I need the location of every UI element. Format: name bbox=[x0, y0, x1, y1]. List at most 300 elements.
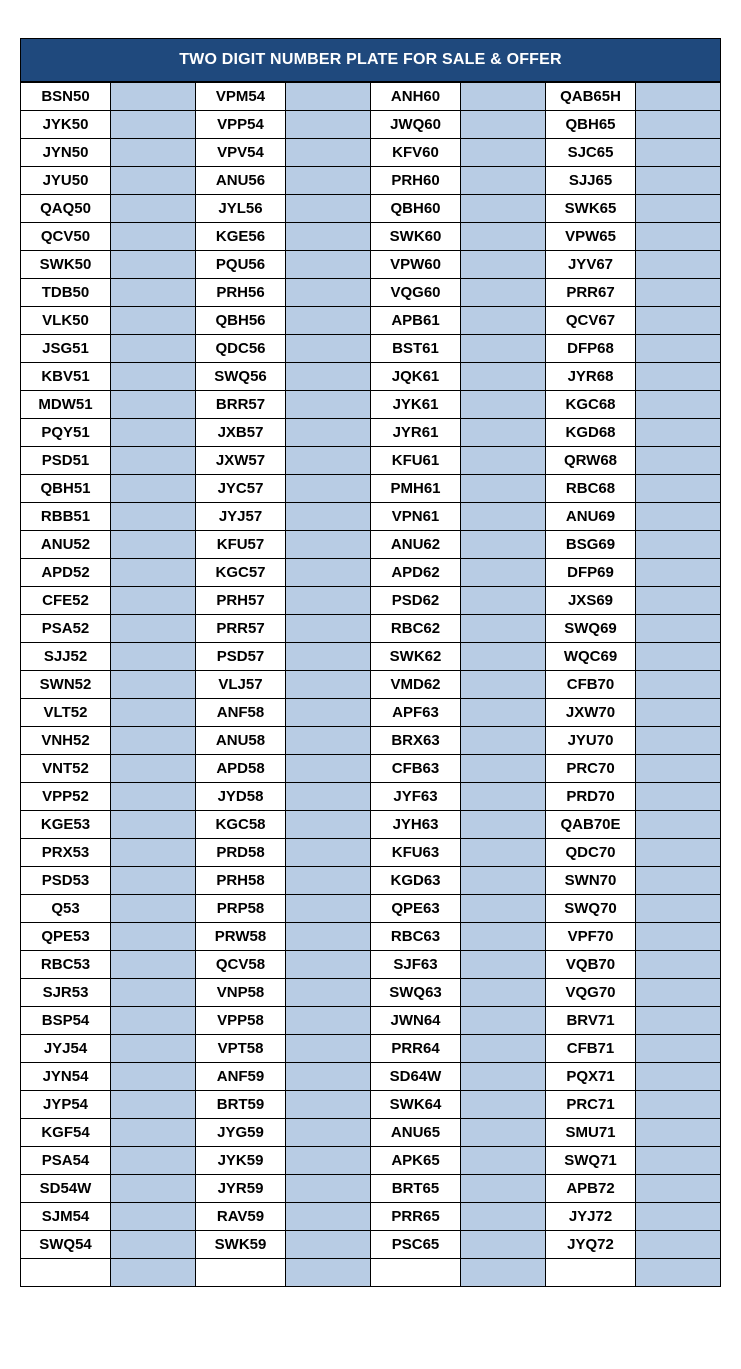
plate-number-cell: ANH60 bbox=[371, 83, 461, 111]
price-cell bbox=[461, 587, 546, 615]
table-row bbox=[21, 335, 721, 363]
plate-number-cell: SJR53 bbox=[21, 979, 111, 1007]
price-cell bbox=[461, 811, 546, 839]
price-cell bbox=[286, 391, 371, 419]
plate-number-cell: JXB57 bbox=[196, 419, 286, 447]
price-cell bbox=[636, 139, 721, 167]
table-row bbox=[21, 951, 721, 979]
plate-number-cell: QBH65 bbox=[546, 111, 636, 139]
plate-number-cell: KGE53 bbox=[21, 811, 111, 839]
plate-number-cell: JXW70 bbox=[546, 699, 636, 727]
plate-number-cell: QPE63 bbox=[371, 895, 461, 923]
price-cell bbox=[461, 419, 546, 447]
plate-number-cell: MDW51 bbox=[21, 391, 111, 419]
price-cell bbox=[461, 335, 546, 363]
plate-number-cell: QAB70E bbox=[546, 811, 636, 839]
price-cell bbox=[286, 923, 371, 951]
price-cell bbox=[461, 727, 546, 755]
price-cell bbox=[286, 139, 371, 167]
plate-number-cell: JYN50 bbox=[21, 139, 111, 167]
price-cell bbox=[461, 1007, 546, 1035]
table-row bbox=[21, 419, 721, 447]
price-cell bbox=[636, 1147, 721, 1175]
table-row bbox=[21, 1063, 721, 1091]
price-cell bbox=[286, 1119, 371, 1147]
price-cell bbox=[111, 447, 196, 475]
plate-number-cell: TDB50 bbox=[21, 279, 111, 307]
price-cell bbox=[636, 643, 721, 671]
plate-number-cell: PMH61 bbox=[371, 475, 461, 503]
price-cell bbox=[636, 419, 721, 447]
plate-number-cell: QCV58 bbox=[196, 951, 286, 979]
plate-number-cell: VPP58 bbox=[196, 1007, 286, 1035]
price-cell bbox=[461, 1035, 546, 1063]
price-cell bbox=[461, 895, 546, 923]
plate-number-cell: JYR68 bbox=[546, 363, 636, 391]
table-row bbox=[21, 447, 721, 475]
plate-number-cell bbox=[196, 1259, 286, 1287]
plate-number-cell: KFU57 bbox=[196, 531, 286, 559]
plate-number-cell: SWN52 bbox=[21, 671, 111, 699]
plate-number-cell: JYV67 bbox=[546, 251, 636, 279]
table-row bbox=[21, 391, 721, 419]
plate-number-cell: JYU50 bbox=[21, 167, 111, 195]
price-cell bbox=[461, 195, 546, 223]
table-row bbox=[21, 671, 721, 699]
table-row bbox=[21, 727, 721, 755]
price-cell bbox=[461, 1091, 546, 1119]
plate-number-cell: JYD58 bbox=[196, 783, 286, 811]
price-cell bbox=[636, 1091, 721, 1119]
plate-number-cell: BSN50 bbox=[21, 83, 111, 111]
price-cell bbox=[111, 335, 196, 363]
table-row bbox=[21, 307, 721, 335]
table-row bbox=[21, 363, 721, 391]
plate-number-cell: PSD62 bbox=[371, 587, 461, 615]
plate-number-cell: CFB70 bbox=[546, 671, 636, 699]
plate-number-cell: JYJ54 bbox=[21, 1035, 111, 1063]
price-cell bbox=[111, 923, 196, 951]
plate-number-cell: BRV71 bbox=[546, 1007, 636, 1035]
plate-number-cell: VPV54 bbox=[196, 139, 286, 167]
plate-number-cell: RBC53 bbox=[21, 951, 111, 979]
price-cell bbox=[286, 279, 371, 307]
price-cell bbox=[286, 671, 371, 699]
price-cell bbox=[111, 391, 196, 419]
plate-number-cell: KGC58 bbox=[196, 811, 286, 839]
price-cell bbox=[111, 1091, 196, 1119]
price-cell bbox=[461, 923, 546, 951]
price-cell bbox=[286, 1035, 371, 1063]
plate-number-cell: VQG60 bbox=[371, 279, 461, 307]
table-row bbox=[21, 643, 721, 671]
plate-number-cell: BRT59 bbox=[196, 1091, 286, 1119]
price-cell bbox=[286, 867, 371, 895]
plate-number-cell: WQC69 bbox=[546, 643, 636, 671]
plate-number-cell: JSG51 bbox=[21, 335, 111, 363]
plate-number-cell: PRH57 bbox=[196, 587, 286, 615]
plate-number-cell: ANU58 bbox=[196, 727, 286, 755]
price-cell bbox=[461, 251, 546, 279]
price-cell bbox=[636, 979, 721, 1007]
price-cell bbox=[286, 1231, 371, 1259]
plate-number-cell: BRX63 bbox=[371, 727, 461, 755]
price-cell bbox=[286, 447, 371, 475]
price-cell bbox=[286, 251, 371, 279]
plate-number-cell: PSA54 bbox=[21, 1147, 111, 1175]
table-row bbox=[21, 755, 721, 783]
plate-number-cell: QCV67 bbox=[546, 307, 636, 335]
price-cell bbox=[286, 811, 371, 839]
price-cell bbox=[461, 1175, 546, 1203]
plate-number-cell: DFP69 bbox=[546, 559, 636, 587]
plate-number-cell: QDC56 bbox=[196, 335, 286, 363]
price-cell bbox=[461, 83, 546, 111]
price-cell bbox=[461, 867, 546, 895]
plate-number-cell: VLK50 bbox=[21, 307, 111, 335]
table-row bbox=[21, 923, 721, 951]
price-cell bbox=[286, 727, 371, 755]
plate-number-cell: JWN64 bbox=[371, 1007, 461, 1035]
price-cell bbox=[111, 223, 196, 251]
table-row bbox=[21, 559, 721, 587]
price-cell bbox=[286, 167, 371, 195]
table-row bbox=[21, 1147, 721, 1175]
plate-number-cell: BSP54 bbox=[21, 1007, 111, 1035]
plate-number-cell: JYH63 bbox=[371, 811, 461, 839]
plate-number-cell: QAQ50 bbox=[21, 195, 111, 223]
plate-number-cell: CFB63 bbox=[371, 755, 461, 783]
plate-number-cell: SWK50 bbox=[21, 251, 111, 279]
table-row bbox=[21, 699, 721, 727]
price-cell bbox=[286, 559, 371, 587]
table-row bbox=[21, 1175, 721, 1203]
plate-number-cell bbox=[546, 1259, 636, 1287]
price-cell bbox=[286, 587, 371, 615]
price-cell bbox=[636, 895, 721, 923]
plate-number-cell: VNP58 bbox=[196, 979, 286, 1007]
plate-number-cell: PRR67 bbox=[546, 279, 636, 307]
plate-sheet bbox=[20, 38, 721, 1287]
table-row bbox=[21, 1007, 721, 1035]
price-cell bbox=[461, 979, 546, 1007]
plate-number-cell: APK65 bbox=[371, 1147, 461, 1175]
price-cell bbox=[461, 503, 546, 531]
plate-number-cell: JYL56 bbox=[196, 195, 286, 223]
table-row bbox=[21, 475, 721, 503]
plate-number-cell: VPM54 bbox=[196, 83, 286, 111]
plate-number-cell: VPP54 bbox=[196, 111, 286, 139]
price-cell bbox=[286, 1259, 371, 1287]
price-cell bbox=[636, 811, 721, 839]
plate-number-cell: APD62 bbox=[371, 559, 461, 587]
plate-number-cell: PRH56 bbox=[196, 279, 286, 307]
plate-number-cell: JYR59 bbox=[196, 1175, 286, 1203]
table-row bbox=[21, 531, 721, 559]
plate-number-cell: VQB70 bbox=[546, 951, 636, 979]
price-cell bbox=[461, 951, 546, 979]
price-cell bbox=[286, 195, 371, 223]
price-cell bbox=[636, 727, 721, 755]
price-cell bbox=[286, 307, 371, 335]
price-cell bbox=[636, 475, 721, 503]
plate-number-cell: PRH58 bbox=[196, 867, 286, 895]
price-cell bbox=[286, 1147, 371, 1175]
plate-number-cell: PSA52 bbox=[21, 615, 111, 643]
plate-number-cell: QBH51 bbox=[21, 475, 111, 503]
plate-number-cell: PRR64 bbox=[371, 1035, 461, 1063]
plate-number-cell: JYK61 bbox=[371, 391, 461, 419]
table-row bbox=[21, 223, 721, 251]
plate-number-cell: VLT52 bbox=[21, 699, 111, 727]
price-cell bbox=[461, 671, 546, 699]
price-cell bbox=[636, 195, 721, 223]
price-cell bbox=[636, 783, 721, 811]
plate-number-cell: APD52 bbox=[21, 559, 111, 587]
price-cell bbox=[636, 503, 721, 531]
price-cell bbox=[286, 951, 371, 979]
plate-number-cell: QDC70 bbox=[546, 839, 636, 867]
price-cell bbox=[461, 279, 546, 307]
plate-number-cell: SWK62 bbox=[371, 643, 461, 671]
plate-number-cell: QBH56 bbox=[196, 307, 286, 335]
price-cell bbox=[636, 1231, 721, 1259]
plate-number-cell: APF63 bbox=[371, 699, 461, 727]
price-cell bbox=[286, 755, 371, 783]
price-cell bbox=[636, 447, 721, 475]
plate-number-cell: JXW57 bbox=[196, 447, 286, 475]
plate-number-cell: SWQ69 bbox=[546, 615, 636, 643]
price-cell bbox=[111, 167, 196, 195]
price-cell bbox=[461, 1119, 546, 1147]
plate-number-cell: KGC57 bbox=[196, 559, 286, 587]
plate-number-cell: ANF59 bbox=[196, 1063, 286, 1091]
price-cell bbox=[636, 559, 721, 587]
price-cell bbox=[461, 531, 546, 559]
price-cell bbox=[461, 643, 546, 671]
plate-number-cell: PQU56 bbox=[196, 251, 286, 279]
price-cell bbox=[636, 335, 721, 363]
table-row bbox=[21, 979, 721, 1007]
price-cell bbox=[286, 475, 371, 503]
price-cell bbox=[286, 1063, 371, 1091]
price-cell bbox=[636, 1259, 721, 1287]
price-cell bbox=[636, 307, 721, 335]
price-cell bbox=[636, 1203, 721, 1231]
price-cell bbox=[286, 335, 371, 363]
plate-number-cell: VPP52 bbox=[21, 783, 111, 811]
plate-number-cell: PRC71 bbox=[546, 1091, 636, 1119]
plate-number-cell: RAV59 bbox=[196, 1203, 286, 1231]
plate-number-cell: PRH60 bbox=[371, 167, 461, 195]
sheet-title: TWO DIGIT NUMBER PLATE FOR SALE & OFFER bbox=[20, 38, 721, 82]
table-row bbox=[21, 139, 721, 167]
price-cell bbox=[111, 83, 196, 111]
plate-number-cell bbox=[21, 1259, 111, 1287]
price-cell bbox=[111, 419, 196, 447]
plate-number-cell: ANU56 bbox=[196, 167, 286, 195]
plate-number-cell: SJC65 bbox=[546, 139, 636, 167]
plate-number-cell: PSD51 bbox=[21, 447, 111, 475]
price-cell bbox=[636, 223, 721, 251]
plate-number-cell: APB72 bbox=[546, 1175, 636, 1203]
plate-number-cell: SWQ70 bbox=[546, 895, 636, 923]
plate-number-cell: SWQ63 bbox=[371, 979, 461, 1007]
price-cell bbox=[286, 839, 371, 867]
price-cell bbox=[111, 1259, 196, 1287]
plate-number-cell: Q53 bbox=[21, 895, 111, 923]
plate-number-cell: QBH60 bbox=[371, 195, 461, 223]
price-cell bbox=[111, 531, 196, 559]
plate-number-cell: JWQ60 bbox=[371, 111, 461, 139]
price-cell bbox=[636, 867, 721, 895]
price-cell bbox=[286, 503, 371, 531]
price-cell bbox=[286, 83, 371, 111]
plate-number-cell: JYN54 bbox=[21, 1063, 111, 1091]
price-cell bbox=[111, 363, 196, 391]
table-row bbox=[21, 615, 721, 643]
price-cell bbox=[636, 1007, 721, 1035]
table-row bbox=[21, 811, 721, 839]
plate-number-cell: SWK64 bbox=[371, 1091, 461, 1119]
price-cell bbox=[111, 727, 196, 755]
plate-number-cell: JYR61 bbox=[371, 419, 461, 447]
price-cell bbox=[286, 1175, 371, 1203]
table-row bbox=[21, 279, 721, 307]
price-cell bbox=[636, 167, 721, 195]
plate-number-cell: SWK65 bbox=[546, 195, 636, 223]
plate-number-cell: BSG69 bbox=[546, 531, 636, 559]
price-cell bbox=[636, 391, 721, 419]
price-cell bbox=[286, 419, 371, 447]
price-cell bbox=[636, 923, 721, 951]
plate-number-cell: SWK60 bbox=[371, 223, 461, 251]
plate-number-cell: KGE56 bbox=[196, 223, 286, 251]
price-cell bbox=[636, 83, 721, 111]
price-cell bbox=[111, 111, 196, 139]
price-cell bbox=[461, 783, 546, 811]
plate-number-cell: APB61 bbox=[371, 307, 461, 335]
plate-number-cell: SWQ56 bbox=[196, 363, 286, 391]
plate-number-cell: SWQ71 bbox=[546, 1147, 636, 1175]
price-cell bbox=[286, 223, 371, 251]
price-cell bbox=[636, 251, 721, 279]
table-row bbox=[21, 111, 721, 139]
price-cell bbox=[111, 139, 196, 167]
plate-number-cell: ANU65 bbox=[371, 1119, 461, 1147]
table-row bbox=[21, 783, 721, 811]
price-cell bbox=[286, 111, 371, 139]
plate-number-cell: JYP54 bbox=[21, 1091, 111, 1119]
price-cell bbox=[111, 979, 196, 1007]
plate-number-cell bbox=[371, 1259, 461, 1287]
price-cell bbox=[636, 951, 721, 979]
price-cell bbox=[111, 1175, 196, 1203]
price-cell bbox=[286, 699, 371, 727]
price-cell bbox=[111, 671, 196, 699]
price-cell bbox=[461, 1259, 546, 1287]
price-cell bbox=[111, 279, 196, 307]
plate-number-cell: PRR65 bbox=[371, 1203, 461, 1231]
price-cell bbox=[111, 699, 196, 727]
plate-number-cell: JYK50 bbox=[21, 111, 111, 139]
plate-number-cell: SJJ52 bbox=[21, 643, 111, 671]
plate-number-cell: SMU71 bbox=[546, 1119, 636, 1147]
plate-number-cell: APD58 bbox=[196, 755, 286, 783]
price-cell bbox=[111, 783, 196, 811]
plate-number-cell: BRT65 bbox=[371, 1175, 461, 1203]
plate-number-cell: BST61 bbox=[371, 335, 461, 363]
plate-number-cell: SJM54 bbox=[21, 1203, 111, 1231]
table-row bbox=[21, 587, 721, 615]
plate-number-cell: KBV51 bbox=[21, 363, 111, 391]
price-cell bbox=[461, 391, 546, 419]
plate-number-cell: PQX71 bbox=[546, 1063, 636, 1091]
plate-number-cell: JQK61 bbox=[371, 363, 461, 391]
price-cell bbox=[461, 1231, 546, 1259]
plate-number-cell: VMD62 bbox=[371, 671, 461, 699]
plate-number-cell: PRD58 bbox=[196, 839, 286, 867]
price-cell bbox=[636, 111, 721, 139]
price-cell bbox=[111, 755, 196, 783]
price-cell bbox=[636, 1035, 721, 1063]
plate-number-cell: CFE52 bbox=[21, 587, 111, 615]
plate-number-cell: ANU62 bbox=[371, 531, 461, 559]
table-row bbox=[21, 251, 721, 279]
price-cell bbox=[461, 1147, 546, 1175]
price-cell bbox=[636, 615, 721, 643]
price-cell bbox=[636, 699, 721, 727]
table-row bbox=[21, 1119, 721, 1147]
price-cell bbox=[636, 671, 721, 699]
plate-number-cell: SD54W bbox=[21, 1175, 111, 1203]
price-cell bbox=[111, 811, 196, 839]
plate-number-cell: JYC57 bbox=[196, 475, 286, 503]
price-cell bbox=[461, 363, 546, 391]
price-cell bbox=[286, 1007, 371, 1035]
price-cell bbox=[286, 615, 371, 643]
price-cell bbox=[461, 447, 546, 475]
plate-number-cell: SWN70 bbox=[546, 867, 636, 895]
price-cell bbox=[461, 699, 546, 727]
plate-number-cell: VPT58 bbox=[196, 1035, 286, 1063]
plate-number-cell: ANF58 bbox=[196, 699, 286, 727]
price-cell bbox=[286, 895, 371, 923]
table-row bbox=[21, 867, 721, 895]
price-cell bbox=[461, 167, 546, 195]
plate-number-cell: VLJ57 bbox=[196, 671, 286, 699]
price-cell bbox=[461, 139, 546, 167]
price-cell bbox=[111, 643, 196, 671]
plate-number-cell: VNT52 bbox=[21, 755, 111, 783]
plate-number-cell: VPW60 bbox=[371, 251, 461, 279]
price-cell bbox=[461, 307, 546, 335]
price-cell bbox=[636, 755, 721, 783]
table-row bbox=[21, 503, 721, 531]
plate-number-cell: JYJ57 bbox=[196, 503, 286, 531]
price-cell bbox=[461, 111, 546, 139]
price-cell bbox=[111, 867, 196, 895]
price-cell bbox=[111, 559, 196, 587]
price-cell bbox=[286, 643, 371, 671]
plate-number-cell: BRR57 bbox=[196, 391, 286, 419]
price-cell bbox=[636, 839, 721, 867]
plate-number-cell: PRR57 bbox=[196, 615, 286, 643]
table-row bbox=[21, 1091, 721, 1119]
plate-number-cell: VPN61 bbox=[371, 503, 461, 531]
price-cell bbox=[286, 783, 371, 811]
plate-number-cell: DFP68 bbox=[546, 335, 636, 363]
